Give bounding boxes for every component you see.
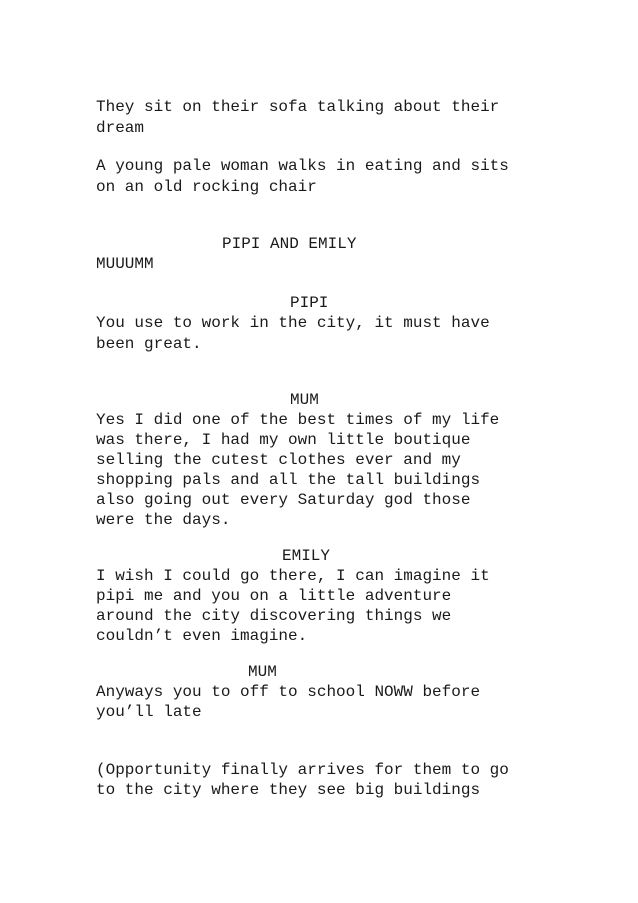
action-line: to the city where they see big buildings (96, 781, 481, 799)
dialogue-line: Yes I did one of the best times of my life (96, 411, 500, 429)
action-line: (Opportunity finally arrives for them to go (96, 761, 509, 779)
dialogue-line: couldn’t even imagine. (96, 627, 308, 645)
character-cue: PIPI AND EMILY (222, 235, 357, 253)
dialogue-line: shopping pals and all the tall buildings (96, 471, 481, 489)
character-cue: EMILY (282, 547, 331, 565)
dialogue-line: you’ll late (96, 703, 202, 721)
dialogue-line: was there, I had my own little boutique (96, 431, 471, 449)
dialogue-line: been great. (96, 335, 202, 353)
dialogue-line: also going out every Saturday god those (96, 491, 471, 509)
action-line: They sit on their sofa talking about their (96, 98, 500, 116)
dialogue-line: Anyways you to off to school NOWW before (96, 683, 481, 701)
dialogue-line: pipi me and you on a little adventure (96, 587, 452, 605)
dialogue-line: selling the cutest clothes ever and my (96, 451, 461, 469)
action-line: dream (96, 119, 145, 137)
dialogue-line: You use to work in the city, it must have (96, 314, 490, 332)
character-cue: PIPI (290, 294, 329, 312)
character-cue: MUM (290, 391, 319, 409)
dialogue-line: around the city discovering things we (96, 607, 452, 625)
dialogue-line: MUUUMM (96, 255, 154, 273)
character-cue: MUM (248, 663, 277, 681)
dialogue-line: were the days. (96, 511, 231, 529)
dialogue-line: I wish I could go there, I can imagine it (96, 567, 490, 585)
action-line: on an old rocking chair (96, 178, 317, 196)
action-line: A young pale woman walks in eating and sits (96, 157, 509, 175)
